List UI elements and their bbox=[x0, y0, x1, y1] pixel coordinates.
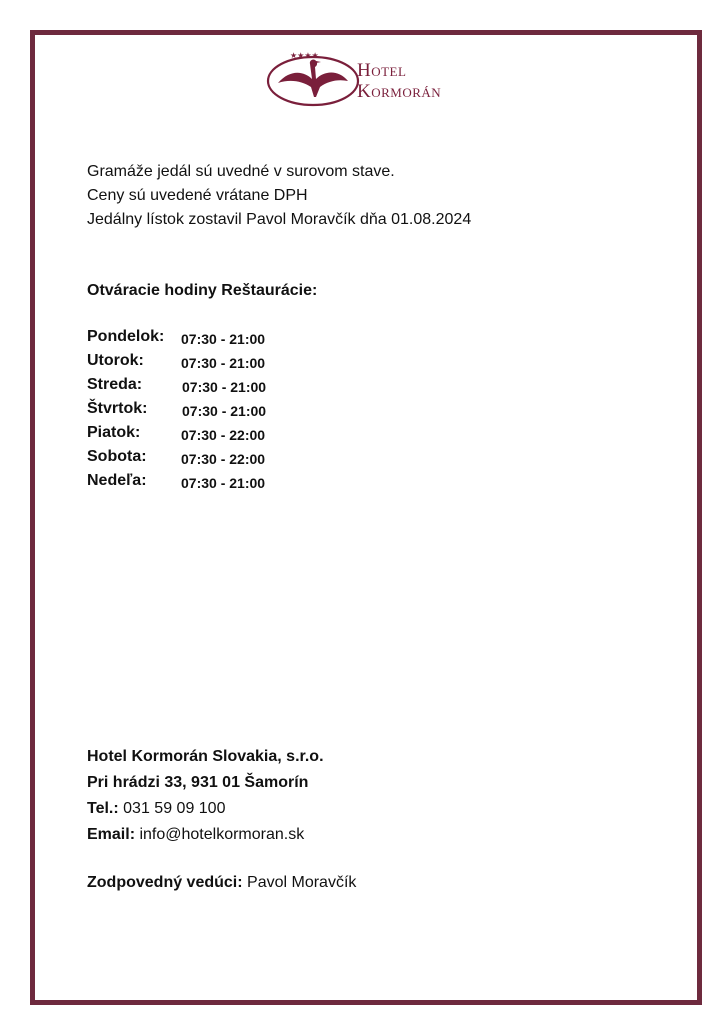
logo-line-1: Hotel bbox=[357, 60, 407, 81]
company-name: Hotel Kormorán Slovakia, s.r.o. bbox=[87, 748, 324, 765]
manager-name: Pavol Moravčík bbox=[247, 874, 357, 891]
day-label: Piatok: bbox=[87, 424, 141, 441]
time-value: 07:30 - 21:00 bbox=[181, 331, 266, 347]
time-value: 07:30 - 21:00 bbox=[181, 475, 266, 491]
phone-line bbox=[87, 796, 324, 822]
day-label: Sobota: bbox=[87, 448, 147, 465]
menu-notes bbox=[87, 160, 471, 232]
phone-number: 031 59 09 100 bbox=[123, 800, 226, 817]
contact-block bbox=[87, 744, 324, 848]
email-label: Email: bbox=[87, 826, 136, 843]
email-line bbox=[87, 822, 324, 848]
opening-hours-title: Otváracie hodiny Reštaurácie: bbox=[87, 282, 318, 299]
company-address: Pri hrádzi 33, 931 01 Šamorín bbox=[87, 774, 309, 791]
day-label: Utorok: bbox=[87, 352, 144, 369]
logo-wordmark bbox=[357, 60, 441, 102]
time-value: 07:30 - 22:00 bbox=[181, 451, 266, 467]
time-value: 07:30 - 22:00 bbox=[181, 427, 266, 443]
day-label: Pondelok: bbox=[87, 328, 165, 345]
time-value: 07:30 - 21:00 bbox=[182, 379, 267, 395]
day-label: Nedeľa: bbox=[87, 472, 147, 489]
phone-label: Tel.: bbox=[87, 800, 119, 817]
time-value: 07:30 - 21:00 bbox=[181, 355, 266, 371]
time-value: 07:30 - 21:00 bbox=[182, 403, 267, 419]
logo-line-2: Kormorán bbox=[357, 81, 442, 102]
manager-label: Zodpovedný vedúci: bbox=[87, 874, 243, 891]
manager-line bbox=[87, 874, 356, 892]
day-label: Štvrtok: bbox=[87, 400, 148, 417]
day-label: Streda: bbox=[87, 376, 143, 393]
note-line: Gramáže jedál sú uvedné v surovom stave. bbox=[87, 163, 395, 180]
note-line: Ceny sú uvedené vrátane DPH bbox=[87, 187, 308, 204]
logo-stars: ★★★★ bbox=[290, 51, 319, 60]
note-line: Jedálny lístok zostavil Pavol Moravčík dňa 01.08.2024 bbox=[87, 211, 472, 228]
email-address: info@hotelkormoran.sk bbox=[139, 826, 305, 843]
